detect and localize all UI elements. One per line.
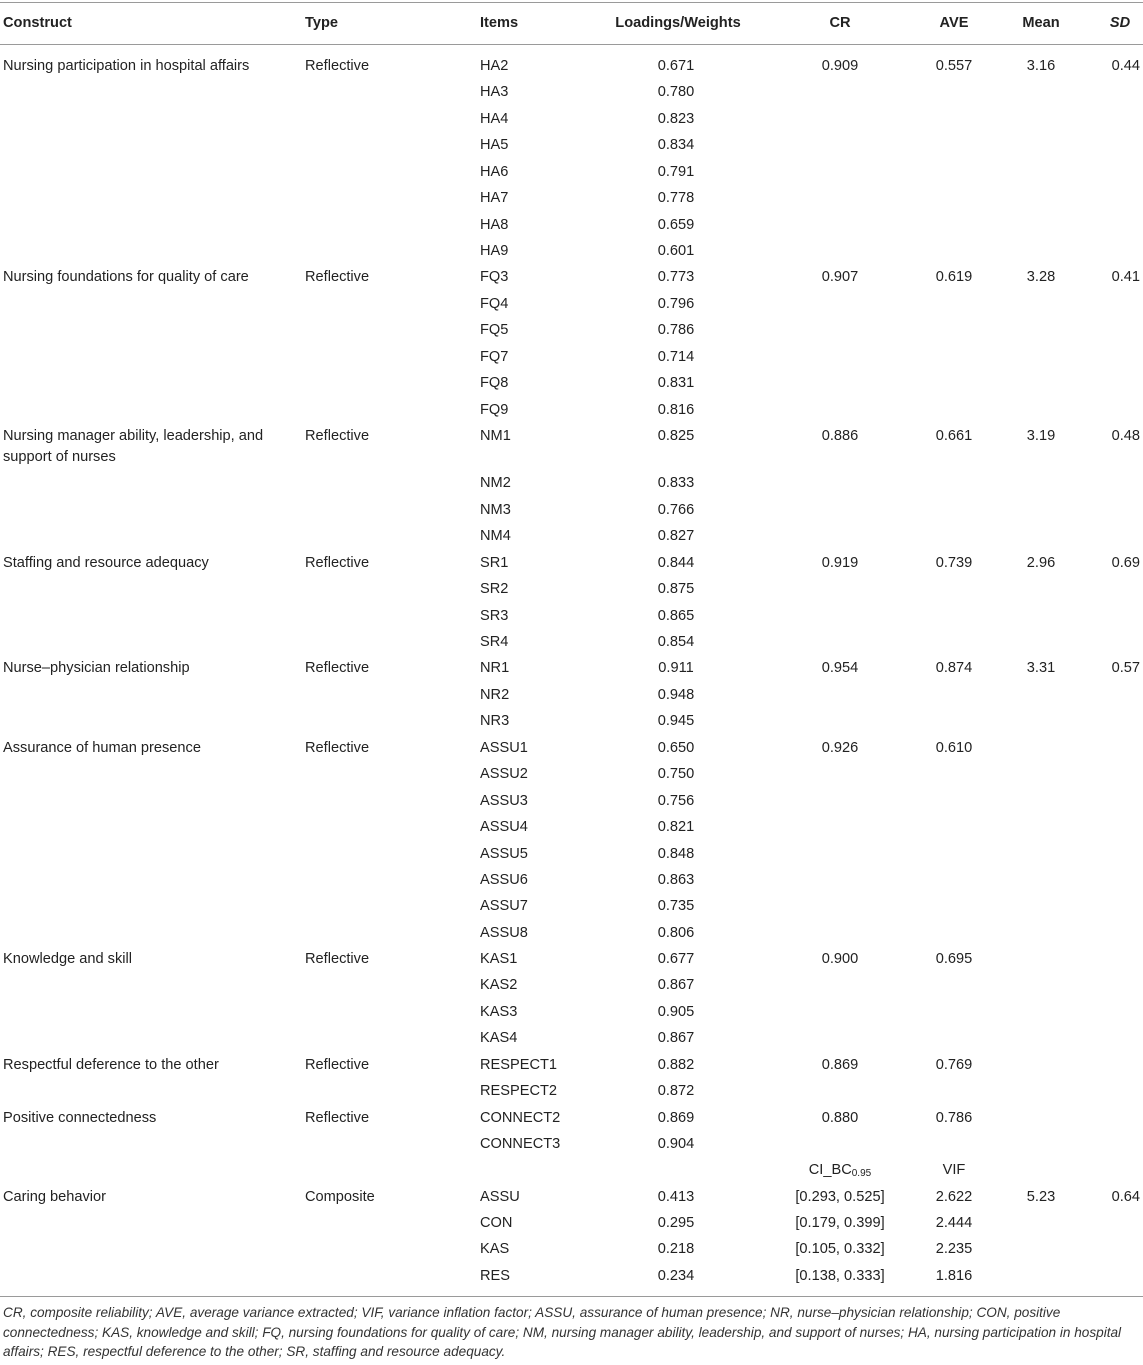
table-top-rule xyxy=(0,2,1143,3)
item-loading: 0.844 xyxy=(657,555,695,571)
ave-value: 0.739 xyxy=(935,555,973,571)
mean-value: 5.23 xyxy=(1026,1189,1056,1205)
item-loading: 0.869 xyxy=(657,1110,695,1126)
item-loading: 0.948 xyxy=(657,687,695,703)
item-code: ASSU5 xyxy=(480,846,528,862)
item-loading: 0.773 xyxy=(657,269,695,285)
sd-value: 0.44 xyxy=(1111,58,1140,74)
item-code: ASSU8 xyxy=(480,925,528,941)
item-loading: 0.714 xyxy=(657,349,695,365)
item-code: KAS xyxy=(480,1241,510,1257)
item-loading: 0.875 xyxy=(657,581,695,597)
item-code: HA5 xyxy=(480,137,509,153)
item-code: HA6 xyxy=(480,164,509,180)
item-loading: 0.831 xyxy=(657,375,695,391)
item-code: SR2 xyxy=(480,581,509,597)
vif-value: 2.622 xyxy=(935,1189,973,1205)
ave-value: 0.874 xyxy=(935,660,973,676)
header-type: Type xyxy=(305,15,338,31)
ci-subheader-label: CI_BC xyxy=(808,1162,852,1178)
item-code: SR3 xyxy=(480,608,509,624)
type-label: Reflective xyxy=(305,428,370,444)
item-loading: 0.823 xyxy=(657,111,695,127)
ave-value: 0.557 xyxy=(935,58,973,74)
construct-label: Nursing manager ability, leadership, and support of nurses xyxy=(3,428,264,465)
vif-value: 1.816 xyxy=(935,1268,973,1284)
construct-label: Nursing participation in hospital affairs xyxy=(3,58,250,74)
sd-value: 0.69 xyxy=(1111,555,1140,571)
item-loading: 0.865 xyxy=(657,608,695,624)
item-code: NR3 xyxy=(480,713,510,729)
item-loading: 0.848 xyxy=(657,846,695,862)
sd-value: 0.41 xyxy=(1111,269,1140,285)
item-loading: 0.659 xyxy=(657,217,695,233)
item-weight: 0.413 xyxy=(657,1189,695,1205)
type-label: Reflective xyxy=(305,269,370,285)
header-mean: Mean xyxy=(1022,15,1060,31)
header-construct: Construct xyxy=(3,15,72,31)
item-code: KAS2 xyxy=(480,977,518,993)
ci-value: [0.179, 0.399] xyxy=(795,1215,885,1231)
item-loading: 0.796 xyxy=(657,296,695,312)
item-loading: 0.650 xyxy=(657,740,695,756)
item-loading: 0.671 xyxy=(657,58,695,74)
header-loadings: Loadings/Weights xyxy=(615,15,741,31)
item-code: FQ9 xyxy=(480,402,509,418)
item-loading: 0.945 xyxy=(657,713,695,729)
item-loading: 0.791 xyxy=(657,164,695,180)
item-code: RES xyxy=(480,1268,511,1284)
item-loading: 0.872 xyxy=(657,1083,695,1099)
ave-value: 0.610 xyxy=(935,740,973,756)
item-code: ASSU6 xyxy=(480,872,528,888)
item-loading: 0.816 xyxy=(657,402,695,418)
type-label: Reflective xyxy=(305,951,370,967)
cr-value: 0.909 xyxy=(821,58,859,74)
item-code: SR1 xyxy=(480,555,509,571)
item-loading: 0.756 xyxy=(657,793,695,809)
mean-value: 3.31 xyxy=(1026,660,1056,676)
item-code: ASSU3 xyxy=(480,793,528,809)
header-cr: CR xyxy=(829,15,851,31)
item-loading: 0.867 xyxy=(657,1030,695,1046)
item-code: SR4 xyxy=(480,634,509,650)
item-loading: 0.854 xyxy=(657,634,695,650)
sd-value: 0.57 xyxy=(1111,660,1140,676)
cr-value: 0.907 xyxy=(821,269,859,285)
item-code: NR1 xyxy=(480,660,510,676)
ave-value: 0.661 xyxy=(935,428,973,444)
sd-value: 0.64 xyxy=(1111,1189,1140,1205)
item-loading: 0.786 xyxy=(657,322,695,338)
item-code: ASSU xyxy=(480,1189,520,1205)
item-code: HA3 xyxy=(480,84,509,100)
sd-value: 0.48 xyxy=(1111,428,1140,444)
item-code: HA2 xyxy=(480,58,509,74)
item-loading: 0.778 xyxy=(657,190,695,206)
item-code: CONNECT3 xyxy=(480,1136,561,1152)
item-code: ASSU4 xyxy=(480,819,528,835)
item-loading: 0.677 xyxy=(657,951,695,967)
item-code: ASSU1 xyxy=(480,740,528,756)
item-loading: 0.735 xyxy=(657,898,695,914)
construct-label: Assurance of human presence xyxy=(3,740,201,756)
header-ave: AVE xyxy=(939,15,969,31)
ave-value: 0.769 xyxy=(935,1057,973,1073)
table-footnote: CR, composite reliability; AVE, average variance extracted; VIF, variance inflation factor; ASSU, assurance of human presence; NR, nurse–physician relationship; CON, positive connectedness; KAS, knowledge and skill; FQ, nursing foundations for quality of care; NM, nursing manager ability, leadership, and support of nurses; HA, nursing participation in hospital affairs; RES, respectful deference to the other; SR, staffing and resource adequacy. xyxy=(3,1305,1122,1359)
item-loading: 0.863 xyxy=(657,872,695,888)
header-items: Items xyxy=(480,15,519,31)
cr-value: 0.926 xyxy=(821,740,859,756)
ci-subheader-subscript: 0.95 xyxy=(851,1168,872,1179)
item-loading: 0.766 xyxy=(657,502,695,518)
construct-label: Staffing and resource adequacy xyxy=(3,555,209,571)
mean-value: 3.19 xyxy=(1026,428,1056,444)
construct-label: Positive connectedness xyxy=(3,1110,157,1126)
item-loading: 0.806 xyxy=(657,925,695,941)
item-loading: 0.601 xyxy=(657,243,695,259)
item-code: NM1 xyxy=(480,428,511,444)
construct-label: Nurse–physician relationship xyxy=(3,660,190,676)
item-code: KAS1 xyxy=(480,951,518,967)
type-label: Reflective xyxy=(305,740,370,756)
item-code: KAS4 xyxy=(480,1030,518,1046)
cr-value: 0.900 xyxy=(821,951,859,967)
type-label: Reflective xyxy=(305,1057,370,1073)
item-code: HA9 xyxy=(480,243,509,259)
header-sd: SD xyxy=(1109,15,1131,31)
item-code: FQ5 xyxy=(480,322,509,338)
item-code: RESPECT1 xyxy=(480,1057,558,1073)
construct-label: Knowledge and skill xyxy=(3,951,132,967)
item-loading: 0.821 xyxy=(657,819,695,835)
item-code: NM2 xyxy=(480,475,511,491)
item-code: NM3 xyxy=(480,502,511,518)
item-loading: 0.905 xyxy=(657,1004,695,1020)
vif-subheader: VIF xyxy=(942,1162,966,1178)
item-code: CON xyxy=(480,1215,513,1231)
item-code: FQ7 xyxy=(480,349,509,365)
item-code: RESPECT2 xyxy=(480,1083,558,1099)
type-label: Reflective xyxy=(305,1110,370,1126)
ci-value: [0.105, 0.332] xyxy=(795,1241,885,1257)
ci-subheader xyxy=(790,1160,890,1184)
type-label: Composite xyxy=(305,1189,375,1205)
ave-value: 0.786 xyxy=(935,1110,973,1126)
item-weight: 0.234 xyxy=(657,1268,695,1284)
item-loading: 0.750 xyxy=(657,766,695,782)
ci-value: [0.293, 0.525] xyxy=(795,1189,885,1205)
item-code: HA7 xyxy=(480,190,509,206)
item-code: ASSU2 xyxy=(480,766,528,782)
item-code: ASSU7 xyxy=(480,898,528,914)
table-bottom-rule xyxy=(0,1296,1143,1297)
item-code: FQ8 xyxy=(480,375,509,391)
item-code: HA8 xyxy=(480,217,509,233)
ci-value: [0.138, 0.333] xyxy=(795,1268,885,1284)
cr-value: 0.869 xyxy=(821,1057,859,1073)
item-code: NM4 xyxy=(480,528,511,544)
type-label: Reflective xyxy=(305,58,370,74)
item-loading: 0.882 xyxy=(657,1057,695,1073)
ave-value: 0.695 xyxy=(935,951,973,967)
item-loading: 0.780 xyxy=(657,84,695,100)
item-code: KAS3 xyxy=(480,1004,518,1020)
item-code: HA4 xyxy=(480,111,509,127)
item-loading: 0.834 xyxy=(657,137,695,153)
item-code: NR2 xyxy=(480,687,510,703)
mean-value: 3.16 xyxy=(1026,58,1056,74)
type-label: Reflective xyxy=(305,660,370,676)
type-label: Reflective xyxy=(305,555,370,571)
item-weight: 0.218 xyxy=(657,1241,695,1257)
item-code: FQ4 xyxy=(480,296,509,312)
cr-value: 0.886 xyxy=(821,428,859,444)
item-code: FQ3 xyxy=(480,269,509,285)
construct-label: Nursing foundations for quality of care xyxy=(3,269,249,285)
cr-value: 0.880 xyxy=(821,1110,859,1126)
item-loading: 0.911 xyxy=(658,660,694,676)
cr-value: 0.919 xyxy=(821,555,859,571)
item-loading: 0.833 xyxy=(657,475,695,491)
item-loading: 0.827 xyxy=(657,528,695,544)
item-loading: 0.904 xyxy=(657,1136,695,1152)
item-code: CONNECT2 xyxy=(480,1110,561,1126)
mean-value: 2.96 xyxy=(1026,555,1056,571)
construct-label: Caring behavior xyxy=(3,1189,107,1205)
vif-value: 2.235 xyxy=(935,1241,973,1257)
construct-label: Respectful deference to the other xyxy=(3,1057,219,1073)
vif-value: 2.444 xyxy=(935,1215,973,1231)
item-loading: 0.867 xyxy=(657,977,695,993)
item-loading: 0.825 xyxy=(657,428,695,444)
table-header-rule xyxy=(0,44,1143,45)
mean-value: 3.28 xyxy=(1026,269,1056,285)
ave-value: 0.619 xyxy=(935,269,973,285)
cr-value: 0.954 xyxy=(821,660,859,676)
item-weight: 0.295 xyxy=(657,1215,695,1231)
